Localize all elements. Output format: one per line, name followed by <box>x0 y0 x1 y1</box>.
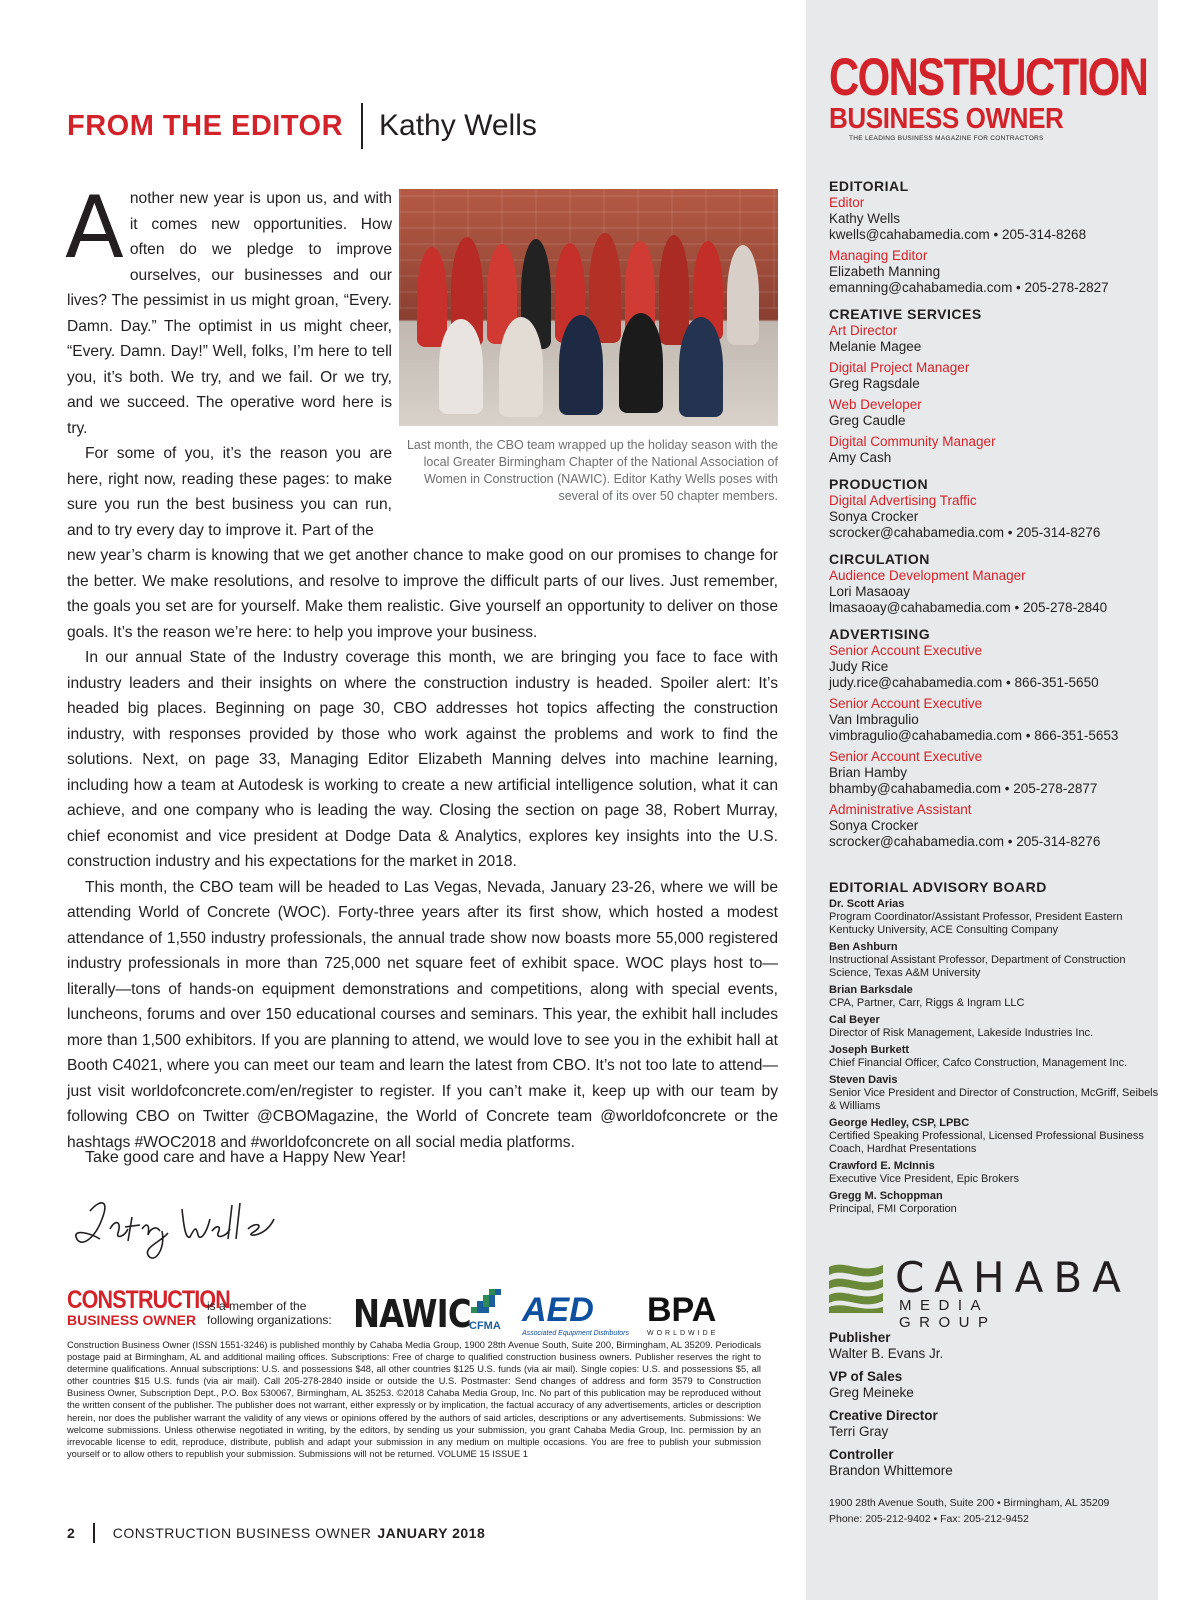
executive-entry <box>829 1408 1149 1440</box>
board-member-title: Program Coordinator/Assistant Professor, President Eastern Kentucky University, ACE Consulting Company <box>829 911 1123 936</box>
executive-name: Terri Gray <box>829 1424 889 1439</box>
board-member-title: Instructional Assistant Professor, Department of Construction Science, Texas A&M University <box>829 954 1126 979</box>
executive-title: Creative Director <box>829 1408 938 1423</box>
executive-list <box>829 1330 1149 1486</box>
footer-divider <box>93 1523 95 1543</box>
cahaba-wave-icon <box>827 1259 885 1315</box>
staff-name: Greg Caudle <box>829 413 906 428</box>
board-member <box>829 984 1159 1010</box>
aed-logo: AED Associated Equipment Distributors <box>522 1291 629 1337</box>
staff-contact: bhamby@cahabamedia.com • 205-278-2877 <box>829 781 1098 796</box>
board-member-name: George Hedley, CSP, LPBC <box>829 1117 970 1129</box>
staff-name: Sonya Crocker <box>829 818 919 833</box>
staff-role: Digital Project Manager <box>829 360 970 375</box>
staff-role: Senior Account Executive <box>829 643 983 658</box>
board-title: EDITORIAL ADVISORY BOARD <box>829 879 1047 895</box>
staff-contact: scrocker@cahabamedia.com • 205-314-8276 <box>829 525 1101 540</box>
board-member-name: Cal Beyer <box>829 1014 880 1026</box>
membership-row <box>67 1287 757 1337</box>
cfma-logo <box>465 1287 507 1333</box>
board-member <box>829 1160 1159 1186</box>
executive-title: Publisher <box>829 1330 891 1345</box>
author-name: Kathy Wells <box>379 109 537 142</box>
board-member-title: Certified Speaking Professional, Licensed Professional Business Coach, Hardhat Presentations <box>829 1130 1144 1155</box>
board-member-title: Principal, FMI Corporation <box>829 1203 957 1215</box>
paragraph-1: nother new year is upon us, and with it comes new opportunities. How often do we pledge to improve ourselves, our businesses and our lives? The pessimist in us might groan, “Every. Damn. Day.” The optimist in us might cheer, “Every. Damn. Day!” Well, folks, I’m here to tell you, it’s both. We try, and we fail. Or we try, and we succeed. The operative word here is try. <box>67 190 392 437</box>
board-member-title: CPA, Partner, Carr, Riggs & Ingram LLC <box>829 997 1025 1009</box>
staff-entry <box>829 802 1149 850</box>
staff-contact: scrocker@cahabamedia.com • 205-314-8276 <box>829 834 1101 849</box>
board-members <box>829 898 1159 1216</box>
staff-entry <box>829 568 1149 616</box>
staff-role: Senior Account Executive <box>829 696 983 711</box>
board-member-name: Ben Ashburn <box>829 941 898 953</box>
narrow-column <box>65 178 392 543</box>
legal-notice: Construction Business Owner (ISSN 1551-3246) is published monthly by Cahaba Media Group, 1900 28th Avenue South, Suite 200, Birmingham, AL 35209. Periodicals postage paid at Birmingham, AL and additional mailing offices. Subscriptions: Free of charge to qualified construction business owners. Publisher reserves the right to determine qualifications. Annual subscriptions: U.S. and possessions $48, all other countries $125 U.S. funds (via air mail). Single copies: U.S. and possessions $5, all other countries $15 U.S. funds (via air mail). Call 205-278-2840 inside or outside the U.S. Postmaster: Send changes of address and form 3579 to Construction Business Owner, Subscription Dept., P.O. Box 530067, Birmingham, AL 35253. ©2018 Cahaba Media Group, Inc. No part of this publication may be reproduced without the written consent of the publisher. The publisher does not warrant, either expressly or by implication, the factual accuracy of any advertisements, articles or description herein, nor does the publisher warrant the validity of any views or opinions offered by the authors of said articles, descriptions or any advertisements. Submissions: We welcome submissions. Unless otherwise negotiated in writing, by the editors, by sending us your submission, you grant Cahaba Media Group, Inc. permission by an irrevocable license to edit, reproduce, distribute, publish and adapt your submission in any medium on multiple occasions. You are free to publish your submission yourself or to allow others to republish your submission. Submissions will not be returned. VOLUME 15 ISSUE 1 <box>67 1340 761 1459</box>
board-member <box>829 898 1159 937</box>
staff-name: Amy Cash <box>829 450 892 465</box>
board-member-name: Steven Davis <box>829 1074 898 1086</box>
section-title: FROM THE EDITOR <box>67 109 344 142</box>
staff-entry <box>829 195 1149 243</box>
editor-signature <box>70 1189 280 1269</box>
paragraph-4: This month, the CBO team will be headed to Las Vegas, Nevada, January 23-26, where we will be attending World of Concrete (WOC). Forty-three years after its first show, which hosted a modest attendance of 1,550 industry professionals, the annual trade show now boasts more 55,000 registered industry professionals in more than 725,000 net square feet of exhibit space. WOC plays host to—literally—tons of hands-on equipment demonstrations and competitions, along with special events, luncheons, forums and over 150 educational courses and seminars. This year, the exhibit hall includes more than 1,500 exhibitors. If you are planning to attend, we would love to see you in the exhibit hall at Booth C4021, where you can meet our team and learn the latest from CBO. It’s not too late to attend—just visit worldofconcrete.com/en/register to register. If you can’t make it, keep up with our team by following CBO on Twitter @CBOMagazine, the World of Concrete team @worldofconcrete or the hashtags #WOC2018 and #worldofconcrete on all social media platforms. <box>67 878 778 1151</box>
staff-section-heading: CIRCULATION <box>829 551 930 567</box>
staff-contact: emanning@cahabamedia.com • 205-278-2827 <box>829 280 1109 295</box>
staff-contact: judy.rice@cahabamedia.com • 866-351-5650 <box>829 675 1099 690</box>
board-member <box>829 1117 1159 1156</box>
staff-role: Digital Community Manager <box>829 434 996 449</box>
cahaba-logo: CAHABA MEDIA GROUP <box>827 1259 1097 1319</box>
board-member <box>829 1014 1159 1040</box>
staff-entry <box>829 360 1149 392</box>
staff-role: Web Developer <box>829 397 922 412</box>
staff-role: Managing Editor <box>829 248 928 263</box>
staff-name: Melanie Magee <box>829 339 922 354</box>
staff-role: Audience Development Manager <box>829 568 1026 583</box>
staff-role: Administrative Assistant <box>829 802 972 817</box>
masthead-logo: CONSTRUCTION BUSINESS OWNER THE LEADING BUSINESS MAGAZINE FOR CONTRACTORS <box>829 48 1148 142</box>
staff-role: Editor <box>829 195 865 210</box>
staff-role: Senior Account Executive <box>829 749 983 764</box>
staff-role: Art Director <box>829 323 898 338</box>
board-member-title: Chief Financial Officer, Cafco Construction, Management Inc. <box>829 1057 1128 1069</box>
board-member <box>829 1190 1159 1216</box>
membership-text: is a member of the following organizations: <box>207 1299 332 1327</box>
executive-title: VP of Sales <box>829 1369 903 1384</box>
footer-issue: JANUARY 2018 <box>377 1525 486 1541</box>
page-footer <box>67 1520 485 1546</box>
page-number: 2 <box>67 1525 75 1541</box>
executive-entry <box>829 1369 1149 1401</box>
staff-list <box>829 178 1149 855</box>
staff-entry <box>829 493 1149 541</box>
staff-name: Brian Hamby <box>829 765 908 780</box>
board-member-name: Dr. Scott Arias <box>829 898 905 910</box>
board-member <box>829 1044 1159 1070</box>
executive-name: Walter B. Evans Jr. <box>829 1346 944 1361</box>
staff-section-heading: EDITORIAL <box>829 178 909 194</box>
board-member-title: Executive Vice President, Epic Brokers <box>829 1173 1019 1185</box>
bpa-logo: BPA WORLDWIDE <box>647 1291 719 1337</box>
board-member <box>829 1074 1159 1113</box>
paragraph-3: In our annual State of the Industry coverage this month, we are bringing you face to face with industry leaders and their insights on where the construction industry is headed. Spoiler alert: It’s headed big places. Beginning on page 30, CBO addresses hot topics affecting the construction industry, with responses provided by those who work against the problems and work to find the solutions. Next, on page 33, Managing Editor Elizabeth Manning delves into machine learning, including how a team at Autodesk is working to create a new artificial intelligence solution, what it can achieve, and one company who is leading the way. Closing the section on page 38, Robert Murray, chief economist and vice president at Dodge Data & Analytics, explores key insights into the U.S. construction industry and his expectations for the market in 2018. <box>67 649 778 870</box>
page-header <box>67 100 537 152</box>
company-address: 1900 28th Avenue South, Suite 200 • Birmingham, AL 35209 Phone: 205-212-9402 • Fax: 205-212-9452 <box>829 1497 1110 1525</box>
staff-name: Elizabeth Manning <box>829 264 941 279</box>
staff-name: Lori Masaoay <box>829 584 911 599</box>
board-member-name: Joseph Burkett <box>829 1044 910 1056</box>
signoff-text: Take good care and have a Happy New Year! <box>85 1149 407 1166</box>
footer-magazine: CONSTRUCTION BUSINESS OWNER <box>112 1525 372 1541</box>
executive-entry <box>829 1330 1149 1362</box>
staff-entry <box>829 248 1149 296</box>
photo-caption: Last month, the CBO team wrapped up the holiday season with the local Greater Birmingham Chapter of the National Association of Women in Construction (NAWIC). Editor Kathy Wells poses with several of its over 50 chapter members. <box>406 438 778 503</box>
staff-name: Van Imbragulio <box>829 712 919 727</box>
staff-contact: kwells@cahabamedia.com • 205-314-8268 <box>829 227 1087 242</box>
header-divider <box>361 103 363 149</box>
advisory-board <box>829 879 1159 1220</box>
staff-entry <box>829 434 1149 466</box>
executive-entry <box>829 1447 1149 1479</box>
masthead-tagline: THE LEADING BUSINESS MAGAZINE FOR CONTRACTORS <box>849 135 1044 142</box>
cfma-label: CFMA <box>469 1320 501 1332</box>
staff-section-heading: ADVERTISING <box>829 626 931 642</box>
board-member-name: Brian Barksdale <box>829 984 913 996</box>
staff-name: Sonya Crocker <box>829 509 919 524</box>
board-member-title: Director of Risk Management, Lakeside Industries Inc. <box>829 1027 1094 1039</box>
staff-role: Digital Advertising Traffic <box>829 493 977 508</box>
nawic-logo: NAWIC <box>353 1292 471 1336</box>
board-member <box>829 941 1159 980</box>
board-member-title: Senior Vice President and Director of Construction, McGriff, Seibels & Williams <box>829 1087 1159 1112</box>
paragraph-2-rest: new year’s charm is knowing that we get another chance to make good on our promises to change for the better. We make resolutions, and resolve to improve the difficult parts of our lives. Just remember, the goals you set are for yourself. Make them realistic. Give yourself an opportunity to deliver on those goals. It’s the reason we’re here: to help you improve your business. <box>67 547 778 641</box>
drop-cap: A <box>65 178 124 278</box>
executive-name: Brandon Whittemore <box>829 1463 953 1478</box>
staff-name: Kathy Wells <box>829 211 901 226</box>
staff-section-heading: CREATIVE SERVICES <box>829 306 982 322</box>
board-member-name: Crawford E. McInnis <box>829 1160 935 1172</box>
staff-contact: lmasaoay@cahabamedia.com • 205-278-2840 <box>829 600 1108 615</box>
executive-title: Controller <box>829 1447 894 1462</box>
staff-name: Greg Ragsdale <box>829 376 920 391</box>
staff-entry <box>829 323 1149 355</box>
executive-name: Greg Meineke <box>829 1385 914 1400</box>
staff-entry <box>829 749 1149 797</box>
staff-section-heading: PRODUCTION <box>829 476 929 492</box>
staff-name: Judy Rice <box>829 659 889 674</box>
staff-entry <box>829 696 1149 744</box>
staff-contact: vimbragulio@cahabamedia.com • 866-351-5653 <box>829 728 1119 743</box>
cbo-logo-small: CONSTRUCTION BUSINESS OWNER <box>67 1286 230 1328</box>
paragraph-2-start: For some of you, it’s the reason you are here, right now, reading these pages: to make sure you run the best business you can run, and to try every day to improve it. Part of the <box>67 445 392 539</box>
staff-entry <box>829 643 1149 691</box>
board-member-name: Gregg M. Schoppman <box>829 1190 943 1202</box>
article-body <box>65 178 778 1155</box>
staff-entry <box>829 397 1149 429</box>
